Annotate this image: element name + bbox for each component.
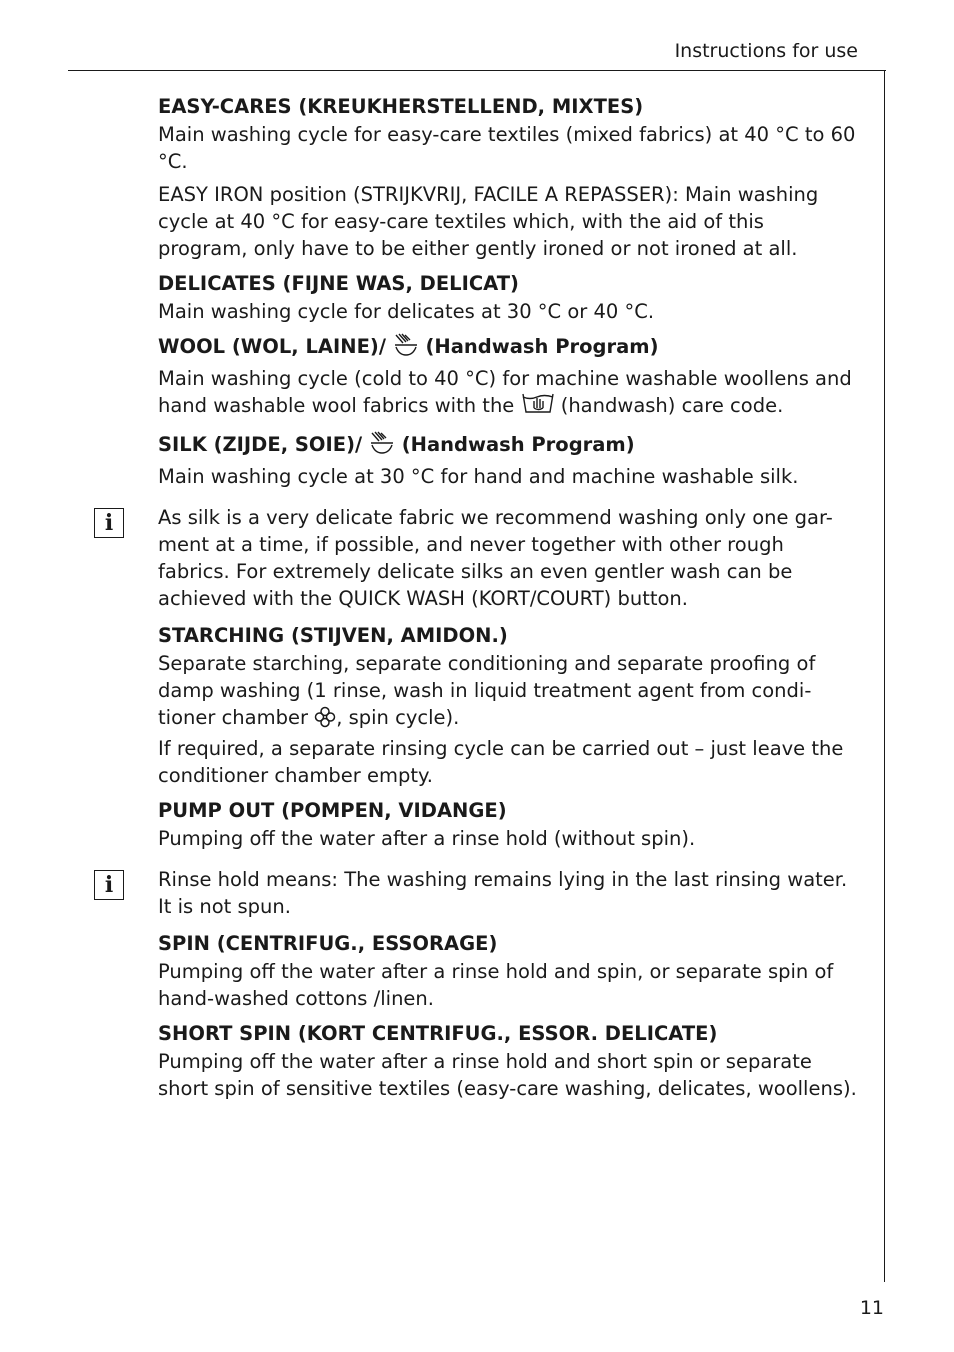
section-text: Pumping off the water after a rinse hold (without spin). [158,827,696,850]
section-text: Main washing cycle for easy-care textiles (mixed fabrics) at 40 °C to 60 °C. [158,123,856,173]
section-text: If required, a separate rinsing cycle can be carried out – just leave the conditioner chamber empty. [158,737,844,787]
section-text: Pumping off the water after a rinse hold and short spin or separate short spin of sensitive textiles (easy-care washing, delicates, woollens). [158,1050,857,1100]
section-heading [158,333,858,365]
section-pump-out [158,797,858,852]
note-text: Rinse hold means: The washing remains lying in the last rinsing water. It is not spun. [158,868,848,918]
section-text [158,650,858,735]
text-span: (handwash) care code. [554,394,784,417]
section-heading: PUMP OUT (POMPEN, VIDANGE) [158,799,507,822]
heading-text: (Handwash Program) [418,335,659,358]
info-note-silk [104,504,858,612]
section-heading: SHORT SPIN (KORT CENTRIFUG., ESSOR. DELICATE) [158,1022,718,1045]
section-short-spin [158,1020,858,1102]
header-rule [68,70,886,71]
page-content [104,93,858,1110]
section-easy-cares [158,93,858,262]
heading-text: WOOL (WOL, LAINE)/ [158,335,393,358]
page-margin-rule [884,70,885,1282]
section-wool [158,333,858,423]
section-delicates [158,270,858,325]
section-heading [158,431,858,463]
section-heading: SPIN (CENTRIFUG., ESSORAGE) [158,932,498,955]
section-heading: STARCHING (STIJVEN, AMIDON.) [158,624,508,647]
handwash-care-code-icon [521,392,555,423]
section-silk [158,431,858,490]
text-span: Separate starching, separate conditioning and separate proofing of damp washing (1 rinse, wash in liquid treatment agent from condi-tioner chamber [158,652,816,729]
handwash-program-icon [369,431,395,463]
section-text [158,365,858,423]
section-text: Main washing cycle for delicates at 30 °C or 40 °C. [158,300,655,323]
info-icon: i [94,870,124,900]
text-span: Main washing cycle (cold to 40 °C) for machine washable woollens and hand washable wool fabrics with the [158,367,852,417]
info-note-rinse-hold [104,866,858,920]
section-text: Main washing cycle at 30 °C for hand and machine washable silk. [158,465,799,488]
section-text: Pumping off the water after a rinse hold and spin, or separate spin of hand-washed cottons /linen. [158,960,834,1010]
section-heading: DELICATES (FIJNE WAS, DELICAT) [158,272,519,295]
note-text: As silk is a very delicate fabric we recommend washing only one gar-ment at a time, if possible, and never together with other rough fabrics. For extremely delicate silks an even gentler wash can be achieved with the QUICK WASH (KORT/COURT) button. [158,506,833,610]
page-number: 11 [859,1297,884,1319]
heading-text: (Handwash Program) [394,433,635,456]
conditioner-flower-icon [314,706,336,735]
section-heading: EASY-CARES (KREUKHERSTELLEND, MIXTES) [158,95,644,118]
text-span: , spin cycle). [336,706,460,729]
section-starching [158,622,858,789]
info-icon: i [94,508,124,538]
section-text: EASY IRON position (STRIJKVRIJ, FACILE A REPASSER): Main washing cycle at 40 °C for easy-care textiles which, with the aid of this program, only have to be either gently ironed or not ironed at all. [158,183,819,260]
header-title: Instructions for use [674,40,858,62]
section-spin [158,930,858,1012]
heading-text: SILK (ZIJDE, SOIE)/ [158,433,369,456]
handwash-program-icon [393,333,419,365]
